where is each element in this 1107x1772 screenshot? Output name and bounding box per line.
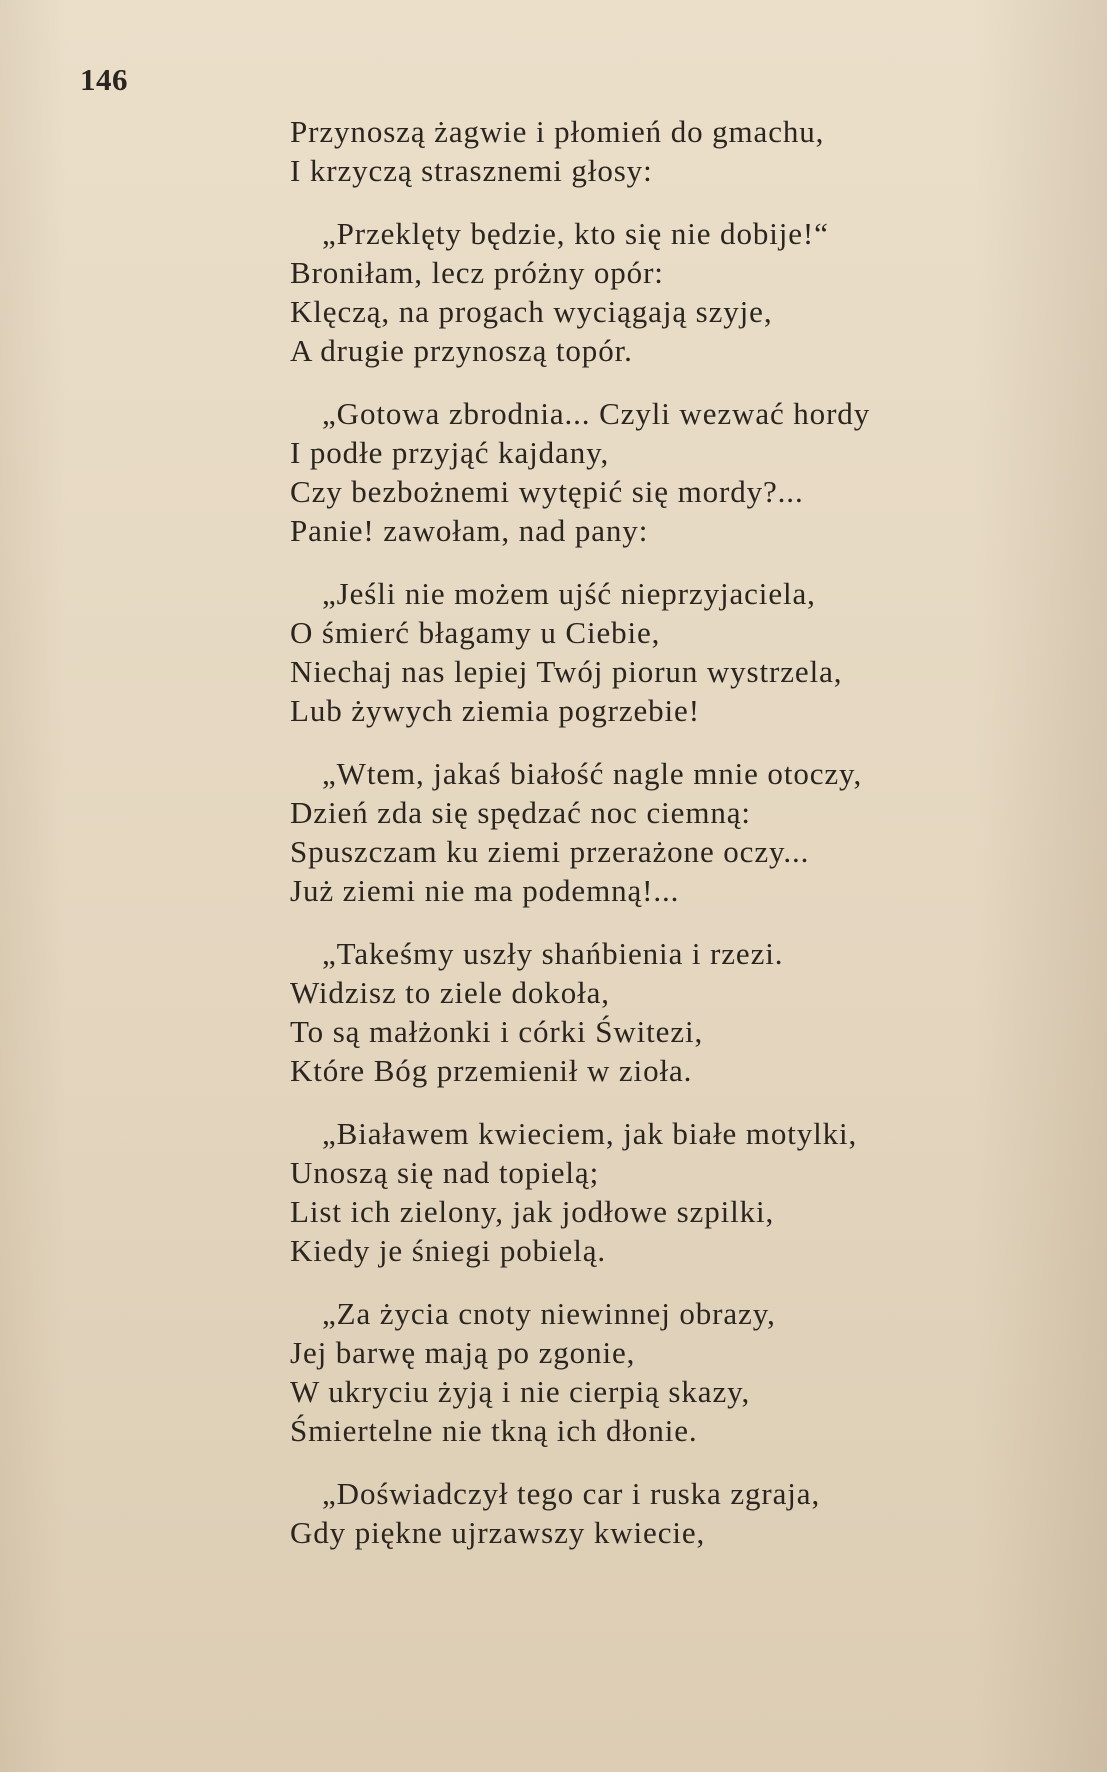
verse-line: Śmiertelne nie tkną ich dłonie. [290, 1413, 698, 1448]
verse-line: Klęczą, na progach wyciągają szyje, [290, 294, 773, 329]
page-number: 146 [80, 62, 128, 97]
verse-line: Widzisz to ziele dokoła, [290, 975, 610, 1010]
stanza [290, 934, 1050, 1090]
stanza [290, 574, 1050, 730]
verse-line: W ukryciu żyją i nie cierpią skazy, [290, 1374, 751, 1409]
verse-line: „Za życia cnoty niewinnej obrazy, [322, 1296, 776, 1331]
verse-line: Dzień zda się spędzać noc ciemną: [290, 795, 751, 830]
stanza [290, 1294, 1050, 1450]
stanza [290, 112, 1050, 190]
verse-line: Unoszą się nad topielą; [290, 1155, 600, 1190]
verse-line: Niechaj nas lepiej Twój piorun wystrzela, [290, 654, 843, 689]
verse-line: Jej barwę mają po zgonie, [290, 1335, 636, 1370]
verse-line: „Białawem kwieciem, jak białe motylki, [322, 1116, 858, 1151]
verse-line: Broniłam, lecz próżny opór: [290, 255, 664, 290]
verse-line: I krzyczą strasznemi głosy: [290, 153, 653, 188]
verse-line: Już ziemi nie ma podemną!... [290, 873, 680, 908]
verse-line: Przynoszą żagwie i płomień do gmachu, [290, 114, 825, 149]
verse-line: „Przeklęty będzie, kto się nie dobije!“ [322, 216, 829, 251]
stanza [290, 394, 1050, 550]
stanza [290, 1114, 1050, 1270]
verse-line: „Jeśli nie możem ujść nieprzyjaciela, [322, 576, 816, 611]
verse-line: A drugie przynoszą topór. [290, 333, 633, 368]
verse-line: „Doświadczył tego car i ruska zgraja, [322, 1476, 821, 1511]
stanza [290, 1474, 1050, 1552]
verse-line: „Wtem, jakaś białość nagle mnie otoczy, [322, 756, 863, 791]
verse-line: I podłe przyjąć kajdany, [290, 435, 610, 470]
verse-line: Kiedy je śniegi pobielą. [290, 1233, 607, 1268]
stanza [290, 214, 1050, 370]
verse-line: Gdy piękne ujrzawszy kwiecie, [290, 1515, 706, 1550]
stanza [290, 754, 1050, 910]
verse-line: List ich zielony, jak jodłowe szpilki, [290, 1194, 775, 1229]
verse-line: Panie! zawołam, nad pany: [290, 513, 649, 548]
verse-line: Spuszczam ku ziemi przerażone oczy... [290, 834, 810, 869]
poem-text [290, 112, 1050, 1576]
verse-line: To są małżonki i córki Świtezi, [290, 1014, 704, 1049]
verse-line: „Takeśmy uszły shańbienia i rzezi. [322, 936, 784, 971]
verse-line: Czy bezbożnemi wytępić się mordy?... [290, 474, 804, 509]
verse-line: Lub żywych ziemia pogrzebie! [290, 693, 700, 728]
verse-line: Które Bóg przemienił w zioła. [290, 1053, 693, 1088]
verse-line: O śmierć błagamy u Ciebie, [290, 615, 661, 650]
verse-line: „Gotowa zbrodnia... Czyli wezwać hordy [322, 396, 871, 431]
